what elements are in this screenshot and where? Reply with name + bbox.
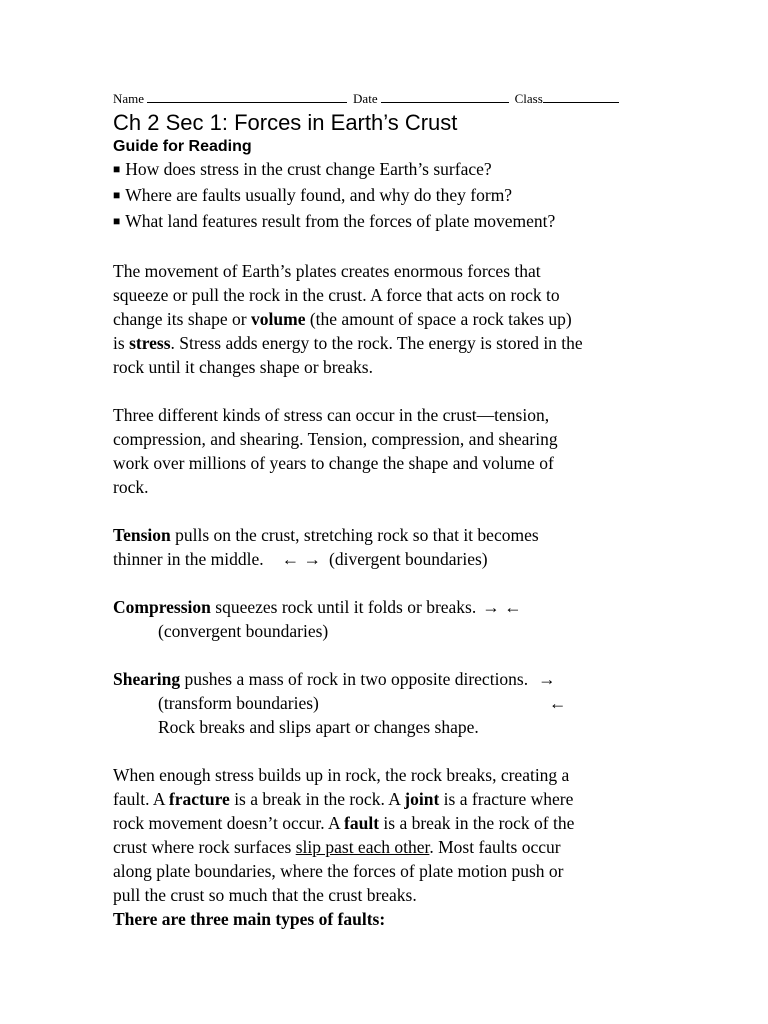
text-run: pulls on the crust, stretching rock so that it becomes <box>170 525 539 545</box>
text-line: work over millions of years to change the shape and volume of <box>113 453 554 473</box>
name-blank <box>147 90 347 103</box>
guide-question <box>113 183 673 209</box>
text-run: crust where rock surfaces <box>113 837 296 857</box>
text-run: rock movement doesn’t occur. A <box>113 813 345 833</box>
text-line: rock until it changes shape or breaks. <box>113 357 373 377</box>
diverging-arrows-icon: ← → <box>281 549 322 569</box>
worksheet-page <box>113 90 673 931</box>
text-run: is a fracture where <box>439 789 574 809</box>
guide-questions <box>113 157 673 235</box>
text-line <box>113 787 673 811</box>
date-label: Date <box>353 91 378 106</box>
boundary-type: (divergent boundaries) <box>329 549 488 569</box>
term-volume: volume <box>251 309 306 329</box>
text-run: (the amount of space a rock takes up) <box>305 309 572 329</box>
boundary-type: (convergent boundaries) <box>158 621 329 641</box>
date-blank <box>381 90 509 103</box>
text-line <box>113 691 673 715</box>
fault-types-heading: There are three main types of faults: <box>113 909 386 929</box>
text-line <box>113 667 673 691</box>
text-line: pull the crust so much that the crust breaks. <box>113 885 417 905</box>
text-line <box>113 595 673 619</box>
underlined-phrase: slip past each other <box>295 837 430 857</box>
converging-arrows-icon: → ← <box>482 597 522 617</box>
term-shearing: Shearing <box>113 669 181 689</box>
term-joint: joint <box>404 789 440 809</box>
name-label: Name <box>113 91 145 106</box>
text-line <box>113 547 673 571</box>
section-subtitle: Guide for Reading <box>113 138 252 155</box>
text-line: The movement of Earth’s plates creates enormous forces that <box>113 261 541 281</box>
text-run: is a break in the rock of the <box>379 813 575 833</box>
text-line <box>113 307 673 331</box>
guide-question <box>113 157 673 183</box>
student-info-line <box>113 90 673 108</box>
question-text: Where are faults usually found, and why do they form? <box>125 185 513 205</box>
text-run: . Most faults occur <box>429 837 561 857</box>
term-fault: fault <box>344 813 380 833</box>
text-line <box>113 811 673 835</box>
closing-heading <box>113 907 673 931</box>
text-run: squeezes rock until it folds or breaks. <box>210 597 477 617</box>
boundary-type: (transform boundaries) <box>158 693 319 713</box>
term-compression: Compression <box>113 597 211 617</box>
square-bullet-icon: ■ <box>113 162 121 176</box>
text-line: squeeze or pull the rock in the crust. A force that acts on rock to <box>113 285 560 305</box>
left-arrow-icon: ← <box>548 693 567 713</box>
paragraph-stress-intro <box>113 259 673 379</box>
paragraph-faults <box>113 763 673 907</box>
paragraph-stress-kinds <box>113 403 673 499</box>
text-run: fault. A <box>113 789 169 809</box>
term-fracture: fracture <box>168 789 230 809</box>
text-line: rock. <box>113 477 149 497</box>
text-run: pushes a mass of rock in two opposite directions. <box>180 669 529 689</box>
class-blank <box>543 90 619 103</box>
question-text: What land features result from the forces of plate movement? <box>125 211 556 231</box>
text-line: Three different kinds of stress can occur in the crust—tension, <box>113 405 550 425</box>
text-line <box>113 523 673 547</box>
text-line: along plate boundaries, where the forces of plate motion push or <box>113 861 564 881</box>
question-text: How does stress in the crust change Earth’s surface? <box>125 159 492 179</box>
text-run: thinner in the middle. <box>113 549 264 569</box>
text-run: is <box>113 333 130 353</box>
text-run: change its shape or <box>113 309 252 329</box>
text-line <box>113 835 673 859</box>
class-label: Class <box>514 91 543 106</box>
right-arrow-icon: → <box>538 669 556 689</box>
square-bullet-icon: ■ <box>113 214 121 228</box>
term-tension: Tension <box>113 525 171 545</box>
text-line: When enough stress builds up in rock, the rock breaks, creating a <box>113 765 570 785</box>
text-line: Rock breaks and slips apart or changes shape. <box>158 717 479 737</box>
text-run: . Stress adds energy to the rock. The energy is stored in the <box>170 333 583 353</box>
page-title: Ch 2 Sec 1: Forces in Earth’s Crust <box>113 110 458 135</box>
compression-definition <box>113 595 673 643</box>
tension-definition <box>113 523 673 571</box>
term-stress: stress <box>129 333 171 353</box>
square-bullet-icon: ■ <box>113 188 121 202</box>
guide-question <box>113 209 673 235</box>
shearing-definition <box>113 667 673 739</box>
text-line: compression, and shearing. Tension, compression, and shearing <box>113 429 558 449</box>
text-line <box>113 331 673 355</box>
text-run: is a break in the rock. A <box>229 789 405 809</box>
